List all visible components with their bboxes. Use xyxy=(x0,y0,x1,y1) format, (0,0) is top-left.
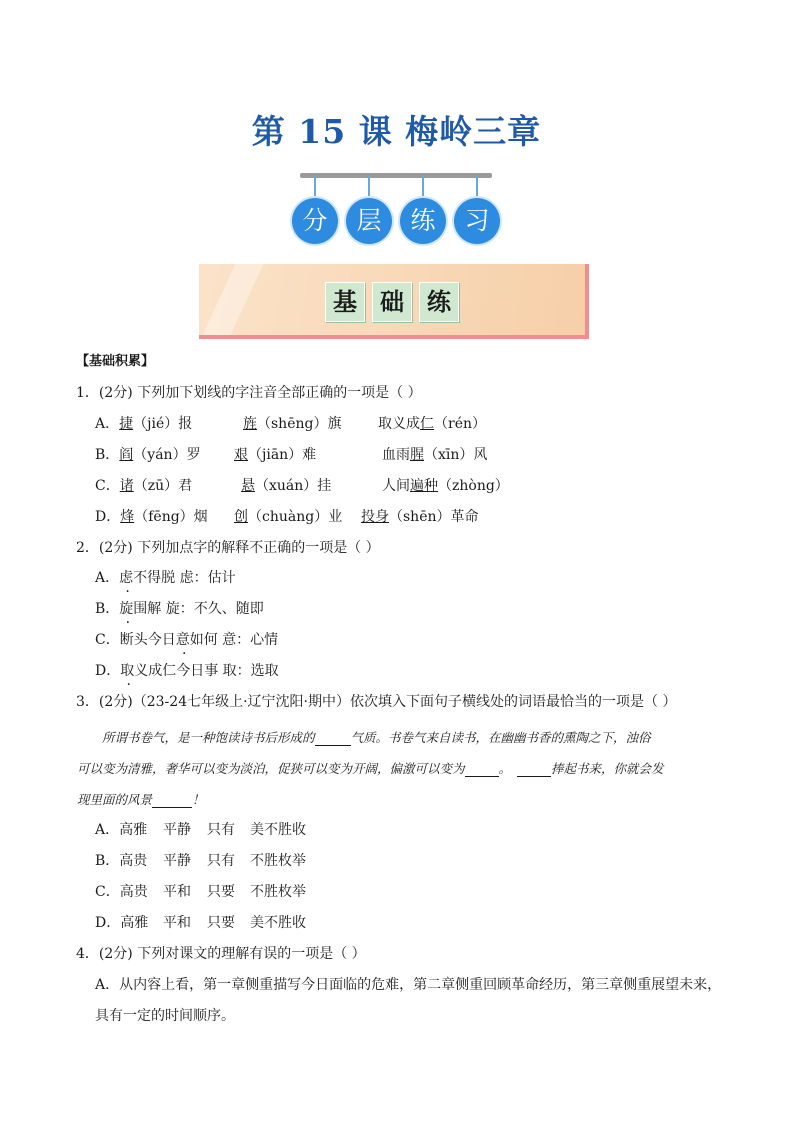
dotted-char: 旋 xyxy=(119,601,134,617)
option-word: 只有 xyxy=(207,853,235,869)
option-letter: C．断头今日 xyxy=(95,632,176,648)
pinyin-text: （zū）君 xyxy=(133,478,193,494)
underlined-char: 诸 xyxy=(119,478,134,494)
dotted-char: 虑 xyxy=(119,570,134,586)
q3-option-b xyxy=(95,852,306,870)
banner-char: 练 xyxy=(419,282,459,322)
q2-option-a xyxy=(95,569,236,587)
passage-line-1 xyxy=(77,728,737,746)
q2-option-b xyxy=(95,600,264,618)
pinyin-text: （xīn）风 xyxy=(424,447,488,463)
underlined-char: 悬 xyxy=(241,478,255,494)
option-word: 只要 xyxy=(207,915,235,931)
option-word: 美不胜收 xyxy=(250,915,306,931)
fill-blank xyxy=(315,730,351,746)
fill-blank xyxy=(152,792,192,808)
option-text: 围解 旋：不久、随即 xyxy=(133,601,264,617)
banner-char: 础 xyxy=(372,282,412,322)
badge-stick xyxy=(368,175,370,200)
fill-blank xyxy=(465,761,499,777)
fill-blank xyxy=(517,761,551,777)
passage-text: 现里面的风景 xyxy=(77,792,153,807)
q4-option-a-line-1: A．从内容上看，第一章侧重描写今日面临的危难，第二章侧重回顾革命经历，第三章侧重展望未来， xyxy=(95,977,722,993)
question-4-stem: 4．(2分) 下列对课文的理解有误的一项是（ ） xyxy=(76,946,366,962)
underlined-char: 阎 xyxy=(119,447,134,463)
pinyin-text: （chuàng）业 xyxy=(248,509,343,525)
q1-option-a xyxy=(95,415,486,433)
option-text: 血雨 xyxy=(382,447,410,463)
question-2-stem: 2．(2分) 下列加点字的解释不正确的一项是（ ） xyxy=(76,540,380,556)
underlined-char: 创 xyxy=(234,509,248,525)
badge-stick xyxy=(422,175,424,200)
option-text: A．高雅 xyxy=(95,822,148,838)
underlined-char: 烽 xyxy=(120,509,135,525)
underlined-char: 遍种 xyxy=(410,478,438,494)
badge-stick xyxy=(476,175,478,200)
option-text: 如何 意：心情 xyxy=(189,632,279,648)
option-letter: A． xyxy=(95,416,120,432)
q3-option-d xyxy=(95,914,306,932)
option-letter: D． xyxy=(95,509,121,525)
pinyin-text: （rén） xyxy=(434,416,486,432)
option-word: 平静 xyxy=(163,853,191,869)
page-title: 第 15 课 梅岭三章 xyxy=(251,112,542,151)
pinyin-text: （yán）罗 xyxy=(133,447,201,463)
q3-option-c xyxy=(95,883,306,901)
underlined-char: 捷 xyxy=(119,416,134,432)
option-word: 只有 xyxy=(207,822,235,838)
section-heading: 【基础积累】 xyxy=(76,354,155,369)
option-text: 义成仁今日事 取：选取 xyxy=(134,663,279,679)
pinyin-text: （jiān）难 xyxy=(248,447,317,463)
passage-text: 捧起书来，你就会发 xyxy=(551,761,664,776)
underlined-char: 身 xyxy=(375,509,389,525)
option-word: 不胜枚举 xyxy=(250,884,306,900)
option-text: 取义成 xyxy=(378,416,420,432)
dotted-char: 意 xyxy=(175,632,190,648)
q4-option-a-line-2: 具有一定的时间顺序。 xyxy=(95,1008,235,1024)
option-text: 不得脱 虑：估计 xyxy=(133,570,236,586)
underlined-char: 仁 xyxy=(420,416,434,432)
option-word: 平静 xyxy=(163,822,191,838)
passage-line-2 xyxy=(77,759,737,777)
underlined-char: 艰 xyxy=(234,447,248,463)
option-letter: C． xyxy=(95,478,120,494)
option-letter: D． xyxy=(95,663,121,679)
q1-option-b xyxy=(95,446,488,464)
option-word: 美不胜收 xyxy=(250,822,306,838)
banner-char: 基 xyxy=(325,282,365,322)
pinyin-text: （xuán）挂 xyxy=(255,478,332,494)
q2-option-d xyxy=(95,662,279,680)
passage-line-3 xyxy=(77,790,737,808)
dotted-char: 取 xyxy=(120,663,135,679)
option-text: D．高雅 xyxy=(95,915,149,931)
badge-stick xyxy=(314,175,316,200)
underlined-char: 投 xyxy=(361,509,375,525)
option-text: C．高贵 xyxy=(95,884,148,900)
option-word: 平和 xyxy=(163,915,191,931)
badge-char: 练 xyxy=(400,198,446,244)
q2-option-c xyxy=(95,631,278,649)
q1-option-c xyxy=(95,477,509,495)
passage-text: 。 xyxy=(498,761,512,776)
option-word: 不胜枚举 xyxy=(250,853,306,869)
pinyin-text: （zhòng） xyxy=(438,478,509,494)
badge-bar xyxy=(300,173,492,178)
badge-char: 层 xyxy=(346,198,392,244)
option-letter: B． xyxy=(95,601,120,617)
pinyin-text: （fēng）烟 xyxy=(134,509,208,525)
pinyin-text: （shēng）旗 xyxy=(257,416,342,432)
passage-text: 所谓书卷气，是一种饱读诗书后形成的 xyxy=(102,730,315,745)
badge-char: 习 xyxy=(454,198,500,244)
q3-option-a xyxy=(95,821,306,839)
option-word: 平和 xyxy=(163,884,191,900)
banner-shine xyxy=(202,264,263,335)
option-word: 只要 xyxy=(207,884,235,900)
passage-text: 可以变为清雅，奢华可以变为淡泊，促狭可以变为开阔，偏激可以变为 xyxy=(77,761,465,776)
passage-text: 气质。书卷气来自读书，在幽幽书香的熏陶之下，浊俗 xyxy=(350,730,651,745)
option-letter: B． xyxy=(95,447,120,463)
question-1-stem: 1．(2分) 下列加下划线的字注音全部正确的一项是（ ） xyxy=(76,385,422,401)
option-text: 人间 xyxy=(382,478,410,494)
underlined-char: 旌 xyxy=(243,416,257,432)
q1-option-d xyxy=(95,508,479,526)
badge-char: 分 xyxy=(292,198,338,244)
underlined-char: 腥 xyxy=(410,447,424,463)
passage-text: ！ xyxy=(192,792,205,807)
option-text: B．高贵 xyxy=(95,853,148,869)
option-letter: A． xyxy=(95,570,120,586)
pinyin-text: （shēn）革命 xyxy=(389,509,479,525)
question-3-stem: 3．(2分)（23-24七年级上·辽宁沈阳·期中）依次填入下面句子横线处的词语最恰当的一项是（ ） xyxy=(76,694,677,710)
pinyin-text: （jié）报 xyxy=(133,416,193,432)
